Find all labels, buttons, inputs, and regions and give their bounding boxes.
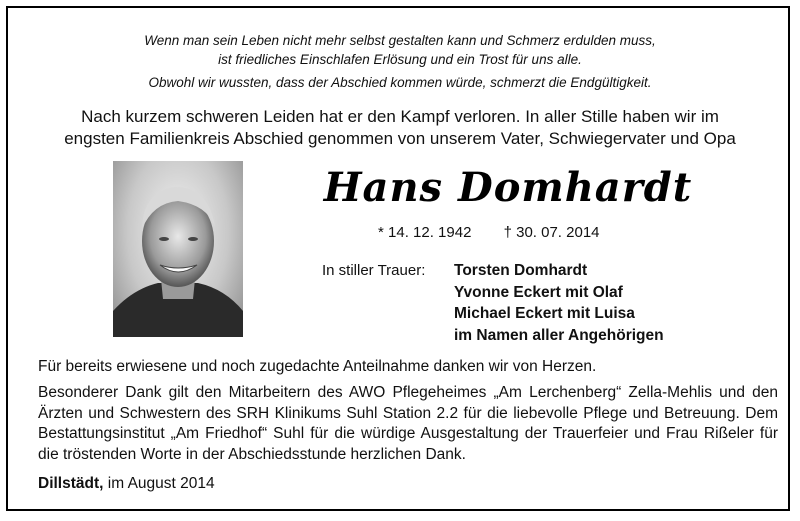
- mourner-name: im Namen aller Angehörigen: [454, 326, 664, 344]
- birth-date: * 14. 12. 1942: [378, 224, 472, 241]
- intro-line-2: engsten Familienkreis Abschied genommen von unserem Vater, Schwiegervater und Opa: [64, 129, 736, 148]
- quote-line-3: Obwohl wir wussten, dass der Abschied kommen würde, schmerzt die Endgültigkeit.: [148, 75, 652, 90]
- deceased-name: Hans Domhardt: [323, 164, 693, 211]
- death-date: † 30. 07. 2014: [503, 224, 600, 241]
- thanks-paragraph-1: Für bereits erwiesene und noch zugedachte Anteilnahme danken wir von Herzen.: [38, 358, 597, 375]
- mourner-name: Torsten Domhardt: [454, 262, 588, 279]
- place-name: Dillstädt,: [38, 475, 104, 492]
- life-dates: [378, 224, 600, 241]
- mourner-name: Michael Eckert mit Luisa: [454, 305, 635, 322]
- portrait-photo: [113, 161, 243, 337]
- place-date-line: [38, 475, 215, 493]
- obituary-notice: [6, 6, 790, 511]
- mourners-list: [454, 260, 664, 346]
- intro-line-1: Nach kurzem schweren Leiden hat er den Kampf verloren. In aller Stille haben wir im: [81, 107, 719, 126]
- thanks-paragraph-2: Besonderer Dank gilt den Mitarbeitern des AWO Pflegeheimes „Am Lerchenberg“ Zella-Mehlis und den Ärzten und Schwestern des SRH Klinikums Suhl Station 2.2 für die liebevolle Pflege und Betreuung. Dem Bestattungsinstitut „Am Friedhof“ Suhl für die würdige Ausgestaltung der Trauerfeier und Frau Rißeler für die tröstenden Worte in der Abschiedsstunde herzlichen Dank.: [38, 384, 778, 463]
- quote-line-1: Wenn man sein Leben nicht mehr selbst gestalten kann und Schmerz erdulden muss,: [144, 33, 656, 48]
- quote-line-2: ist friedliches Einschlafen Erlösung und ein Trost für uns alle.: [218, 52, 582, 67]
- mourner-name: Yvonne Eckert mit Olaf: [454, 283, 623, 301]
- mourners-label: In stiller Trauer:: [322, 262, 426, 279]
- notice-date: im August 2014: [107, 475, 215, 492]
- intro-text: [8, 106, 792, 150]
